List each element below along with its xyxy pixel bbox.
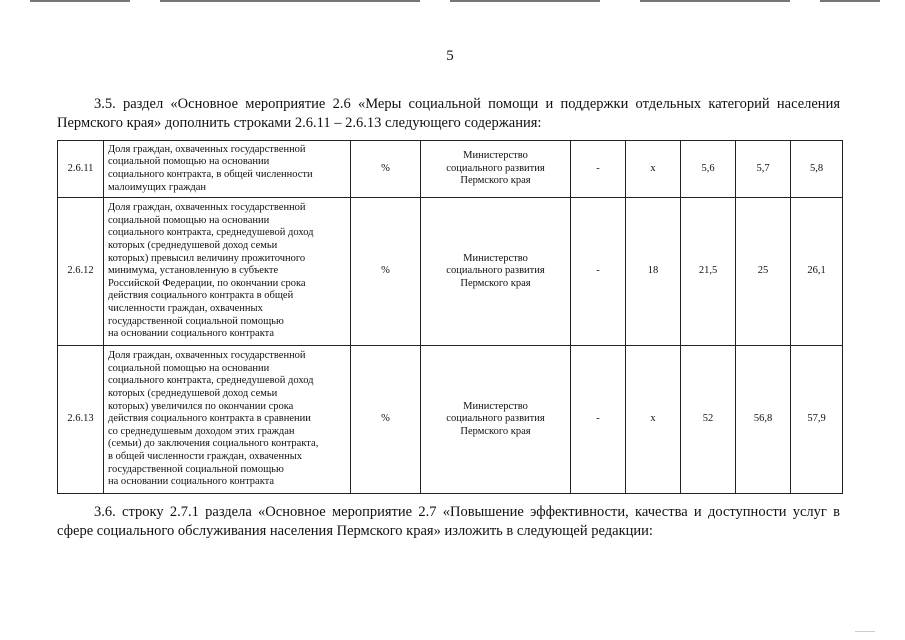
value-cell: 5,6 bbox=[681, 141, 736, 198]
cell-line: государственной социальной помощью bbox=[108, 315, 284, 327]
value-cell: - bbox=[571, 198, 626, 346]
value-cell: x bbox=[626, 141, 681, 198]
row-number: 2.6.13 bbox=[58, 346, 104, 494]
table-row bbox=[58, 198, 843, 346]
cell-line: минимума, установленную в субъекте bbox=[108, 265, 279, 277]
page-number: 5 bbox=[446, 48, 454, 64]
cell-line: малоимущих граждан bbox=[108, 181, 207, 193]
value-cell: 57,9 bbox=[791, 346, 843, 494]
paragraph-3-5: 3.5. раздел «Основное мероприятие 2.6 «Меры социальной помощи и поддержки отдельных категорий населения Пермского края» дополнить строками 2.6.11 – 2.6.13 следующего содержания: bbox=[57, 96, 840, 131]
indicators-table bbox=[57, 140, 843, 494]
cell-line: социальной помощью на основании bbox=[108, 156, 270, 168]
value-cell: 56,8 bbox=[736, 346, 791, 494]
cell-line: действия социального контракта в общей bbox=[108, 290, 294, 302]
scan-mark bbox=[855, 631, 875, 632]
cell-line: Пермского края bbox=[460, 425, 531, 437]
value-cell: 52 bbox=[681, 346, 736, 494]
value-cell: 5,8 bbox=[791, 141, 843, 198]
cell-line: государственной социальной помощью bbox=[108, 463, 284, 475]
cell-line: социальной помощью на основании bbox=[108, 362, 270, 374]
cell-line: социальной помощью на основании bbox=[108, 214, 270, 226]
unit-cell: % bbox=[351, 141, 421, 198]
cell-line: социального контракта, в общей численности bbox=[108, 169, 313, 180]
cell-line: на основании социального контракта bbox=[108, 476, 275, 488]
cell-line: Министерство bbox=[463, 252, 528, 264]
executor-cell bbox=[421, 198, 571, 346]
scan-top-edge bbox=[0, 0, 905, 2]
cell-line: Доля граждан, охваченных государственной bbox=[108, 143, 306, 155]
cell-line: Доля граждан, охваченных государственной bbox=[108, 350, 306, 362]
paragraph-3-6: 3.6. строку 2.7.1 раздела «Основное мероприятие 2.7 «Повышение эффективности, качества и доступности услуг в сфере социального обслуживания населения Пермского края» изложить в следующей редакции: bbox=[57, 504, 840, 539]
value-cell: 18 bbox=[626, 198, 681, 346]
value-cell: x bbox=[626, 346, 681, 494]
value-cell: 21,5 bbox=[681, 198, 736, 346]
executor-cell bbox=[421, 141, 571, 198]
cell-line: социального развития bbox=[446, 265, 545, 277]
cell-line: социального контракта, среднедушевой доход bbox=[108, 375, 314, 387]
unit-cell: % bbox=[351, 346, 421, 494]
unit-cell: % bbox=[351, 198, 421, 346]
cell-line: социального развития bbox=[446, 162, 545, 174]
value-cell: 26,1 bbox=[791, 198, 843, 346]
cell-line: социального контракта, среднедушевой доход bbox=[108, 227, 314, 239]
cell-line: социального развития bbox=[446, 413, 545, 425]
row-number: 2.6.12 bbox=[58, 198, 104, 346]
cell-line: Министерство bbox=[463, 150, 528, 162]
cell-line: на основании социального контракта bbox=[108, 328, 275, 340]
value-cell: 5,7 bbox=[736, 141, 791, 198]
indicator-name bbox=[104, 198, 351, 346]
value-cell: 25 bbox=[736, 198, 791, 346]
indicator-name bbox=[104, 346, 351, 494]
cell-line: которых (среднедушевой доход семьи bbox=[108, 240, 278, 252]
value-cell: - bbox=[571, 141, 626, 198]
cell-line: Доля граждан, охваченных государственной bbox=[108, 202, 306, 214]
row-number: 2.6.11 bbox=[58, 141, 104, 198]
cell-line: которых) превысил величину прожиточного bbox=[108, 252, 306, 264]
cell-line: Министерство bbox=[463, 400, 528, 412]
table-row bbox=[58, 346, 843, 494]
cell-line: в общей численности граждан, охваченных bbox=[108, 450, 302, 462]
table-row bbox=[58, 141, 843, 198]
cell-line: которых) увеличился по окончании срока bbox=[108, 400, 294, 412]
cell-line: Пермского края bbox=[460, 277, 531, 289]
indicator-name bbox=[104, 141, 351, 198]
cell-line: численности граждан, охваченных bbox=[108, 302, 263, 314]
cell-line: (семьи) до заключения социального контракта, bbox=[108, 438, 319, 450]
cell-line: Пермского края bbox=[460, 175, 531, 187]
cell-line: которых (среднедушевой доход семьи bbox=[108, 388, 278, 400]
cell-line: со среднедушевым доходом этих граждан bbox=[108, 425, 295, 437]
table-body bbox=[58, 141, 843, 494]
executor-cell bbox=[421, 346, 571, 494]
cell-line: Российской Федерации, по окончании срока bbox=[108, 277, 306, 289]
value-cell: - bbox=[571, 346, 626, 494]
cell-line: действия социального контракта в сравнении bbox=[108, 413, 311, 425]
